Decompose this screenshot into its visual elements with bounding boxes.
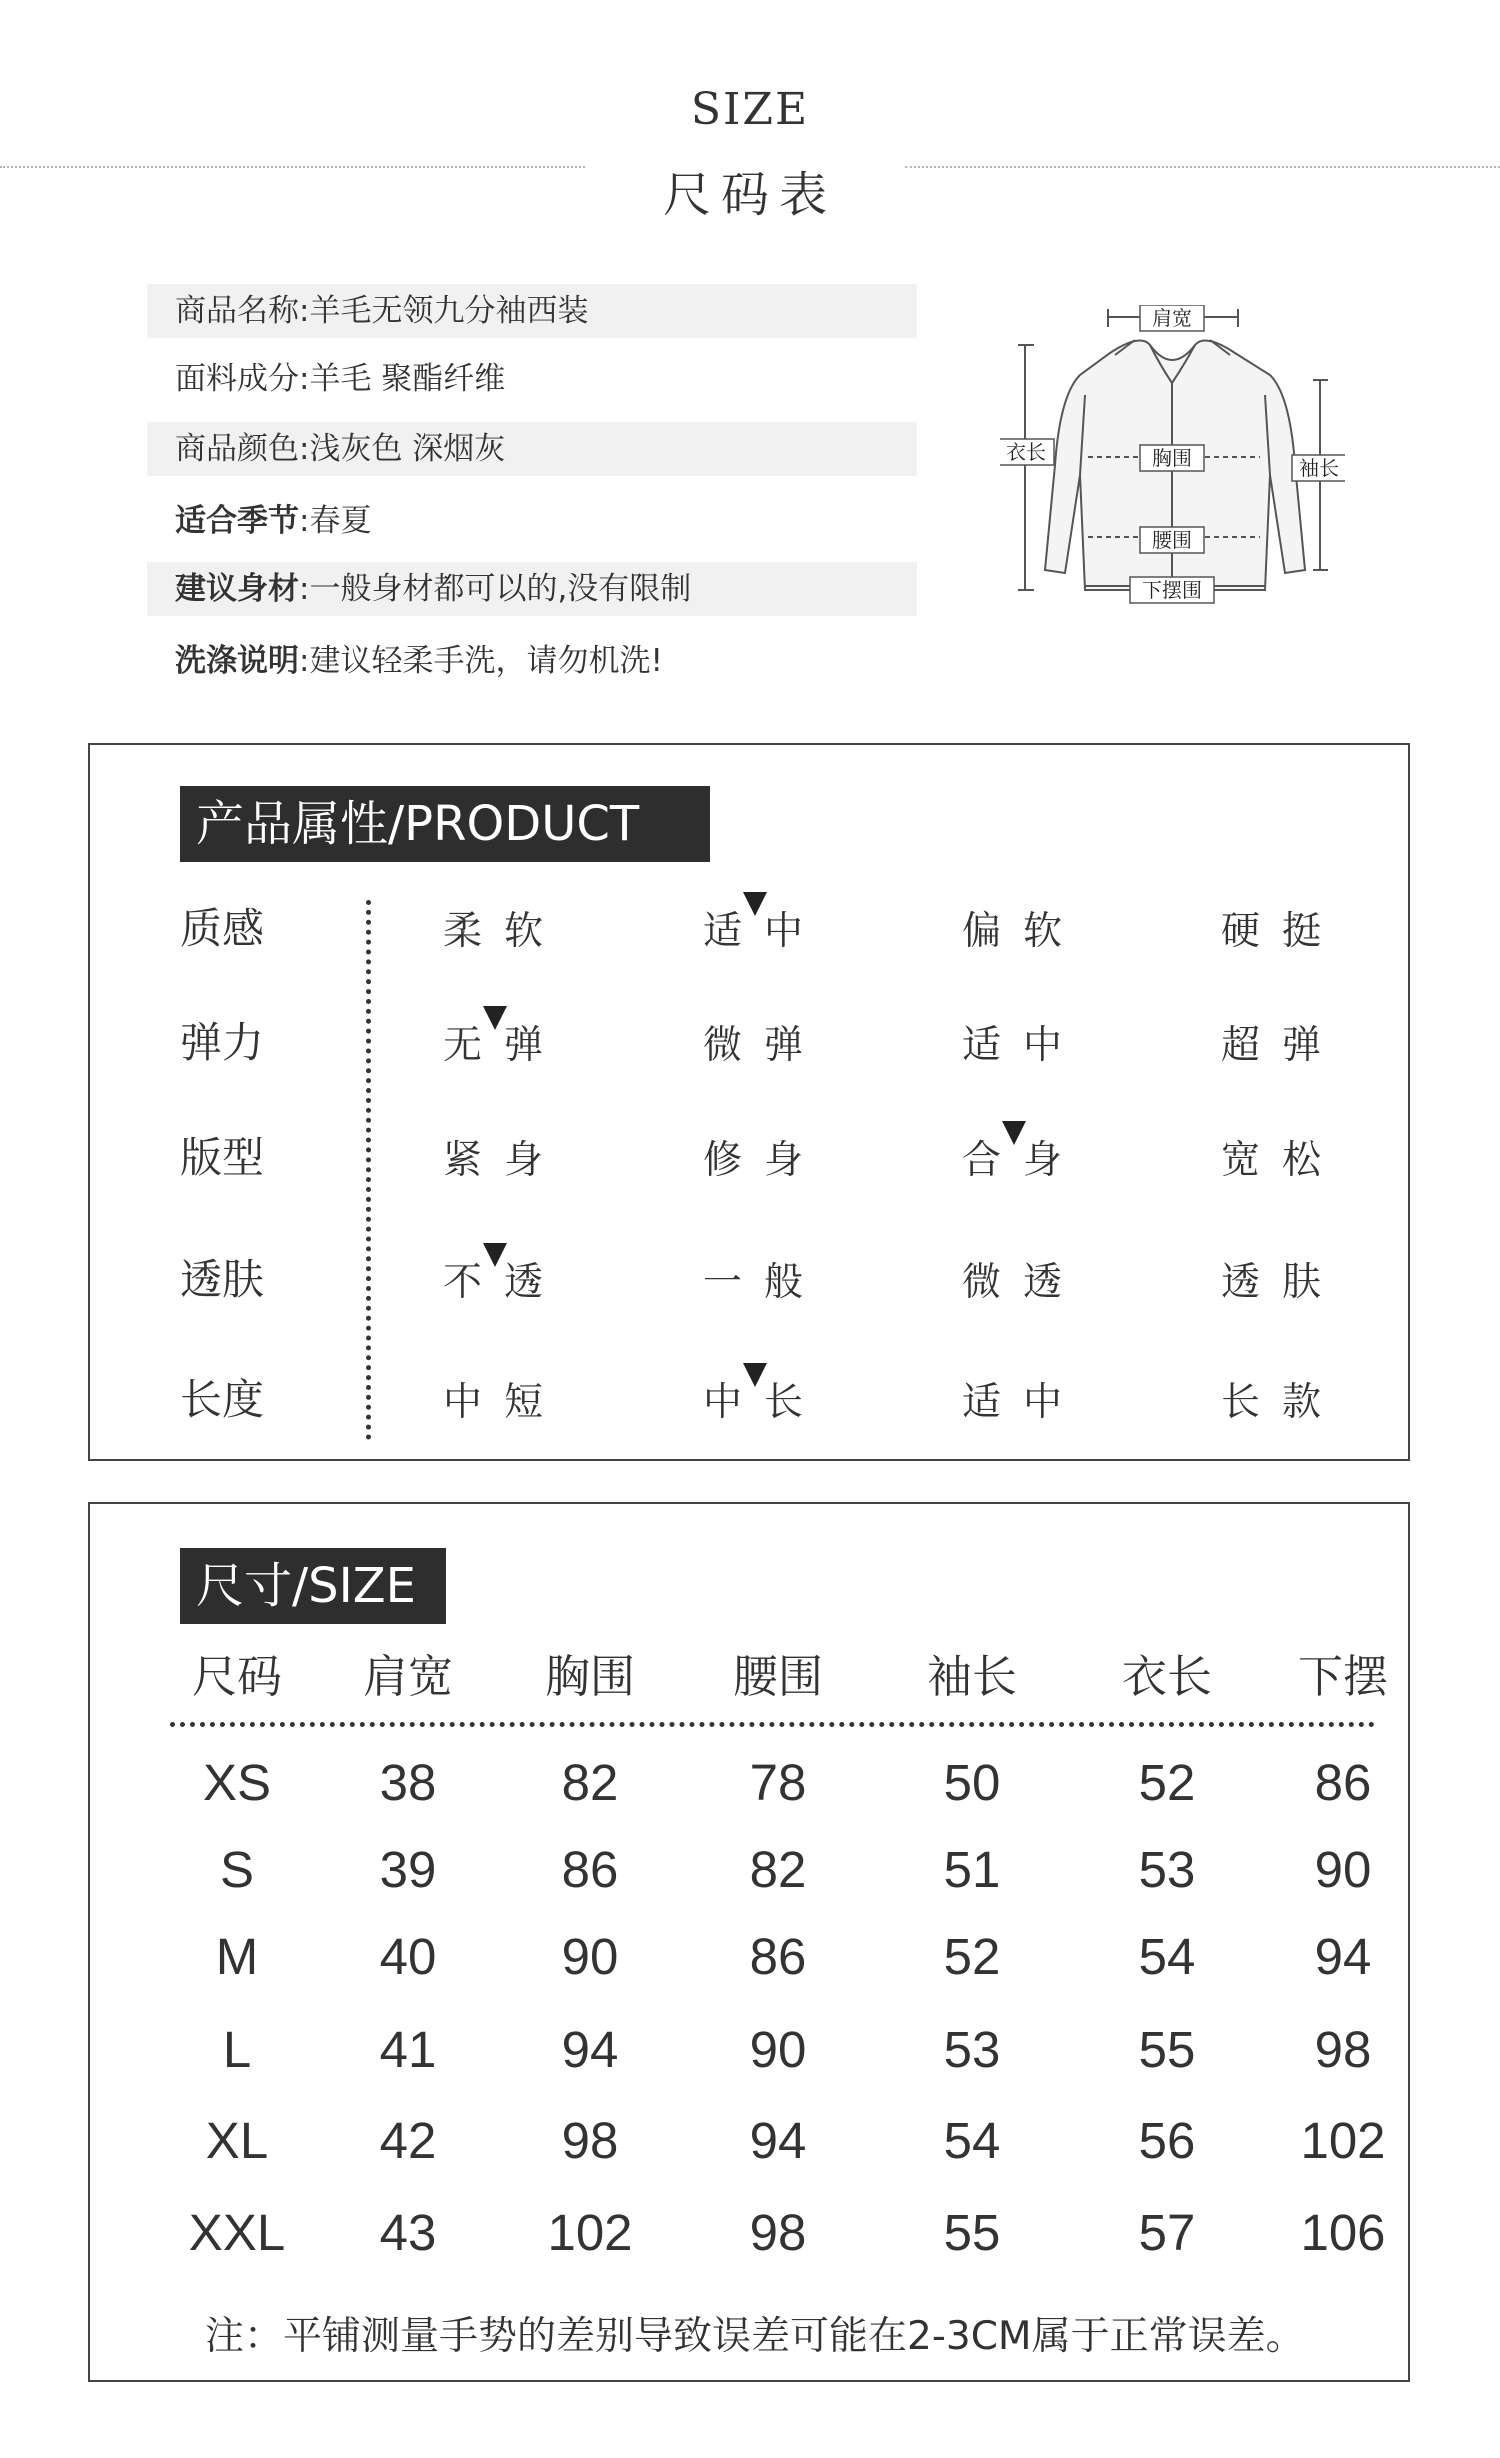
info-value: 羊毛 聚酯纤维: [309, 361, 506, 397]
selected-marker-icon: [1002, 1121, 1026, 1145]
table-cell: 102: [1300, 2112, 1386, 2169]
table-cell: XXL: [188, 2204, 286, 2261]
header-title-cn: 尺码表: [662, 167, 837, 223]
info-row: [147, 494, 917, 548]
attribute-label: 版型: [180, 1133, 265, 1182]
info-label: 建议身材: [175, 571, 299, 607]
table-cell: 39: [379, 1841, 437, 1898]
table-header-cell: 胸围: [544, 1650, 635, 1703]
selected-marker-icon: [743, 1363, 767, 1387]
table-header-cell: 肩宽: [362, 1650, 453, 1703]
table-cell: XL: [205, 2112, 269, 2169]
selected-marker-icon: [483, 1243, 507, 1267]
table-cell: 94: [749, 2112, 807, 2169]
selected-marker-icon: [483, 1006, 507, 1030]
table-cell: 52: [1138, 1754, 1196, 1811]
table-cell: 98: [1314, 2021, 1372, 2078]
table-header-cell: 衣长: [1121, 1650, 1212, 1703]
table-cell: 90: [749, 2021, 807, 2078]
attribute-option: 超弹: [1221, 1023, 1344, 1068]
table-cell: L: [222, 2021, 252, 2078]
attribute-option: 偏软: [962, 909, 1085, 954]
size-table-divider: [170, 1722, 1375, 1727]
info-label: 商品名称:: [175, 293, 310, 329]
table-cell: 43: [379, 2204, 437, 2261]
attribute-label: 质感: [180, 904, 265, 953]
table-header-cell: 尺码: [191, 1650, 282, 1703]
attribute-option: 柔软: [443, 909, 566, 954]
table-cell: 53: [943, 2021, 1001, 2078]
info-row: [147, 634, 917, 688]
table-cell: 82: [749, 1841, 807, 1898]
info-label: 适合季节: [175, 503, 299, 539]
attribute-option: 适中: [962, 1380, 1085, 1425]
info-label: 面料成分:: [175, 361, 310, 397]
attribute-option: 微弹: [703, 1023, 826, 1068]
measurement-note: 注：平铺测量手势的差别导致误差可能在2-3CM属于正常误差。: [205, 2314, 1305, 2359]
table-header-cell: 下摆: [1297, 1650, 1388, 1703]
attribute-option: 微透: [962, 1260, 1085, 1305]
table-cell: 78: [749, 1754, 807, 1811]
table-cell: XS: [202, 1754, 272, 1811]
table-cell: 90: [561, 1928, 619, 1985]
info-value: :一般身材都可以的,没有限制: [299, 571, 692, 607]
table-cell: 82: [561, 1754, 619, 1811]
table-cell: 53: [1138, 1841, 1196, 1898]
product-attributes-tag: 产品属性/PRODUCT: [180, 786, 710, 862]
attribute-option: 中长: [703, 1380, 826, 1425]
info-row: [147, 352, 917, 406]
table-cell: 54: [1138, 1928, 1196, 1985]
attribute-option: 紧身: [443, 1138, 566, 1183]
table-cell: 41: [379, 2021, 437, 2078]
table-header-cell: 腰围: [732, 1650, 823, 1703]
attribute-option: 不透: [443, 1260, 566, 1305]
info-label: 商品颜色:: [175, 431, 310, 467]
table-cell: 40: [379, 1928, 437, 1985]
table-cell: 90: [1314, 1841, 1372, 1898]
table-cell: 106: [1300, 2204, 1386, 2261]
info-value: 浅灰色 深烟灰: [309, 431, 506, 467]
table-cell: 38: [379, 1754, 437, 1811]
table-cell: M: [215, 1928, 259, 1985]
table-cell: 98: [561, 2112, 619, 2169]
attribute-option: 硬挺: [1221, 909, 1344, 954]
table-header-cell: 袖长: [926, 1650, 1017, 1703]
size-table-tag: 尺寸/SIZE: [180, 1548, 446, 1624]
label-shoulder: 肩宽: [1152, 306, 1192, 330]
info-label: 洗涤说明: [175, 643, 299, 679]
info-value: :春夏: [299, 503, 372, 539]
attribute-label: 长度: [180, 1375, 265, 1424]
table-cell: S: [219, 1841, 255, 1898]
table-cell: 42: [379, 2112, 437, 2169]
table-cell: 50: [943, 1754, 1001, 1811]
header-title-en: SIZE: [690, 84, 810, 135]
table-cell: 55: [1138, 2021, 1196, 2078]
attribute-option: 中短: [443, 1380, 566, 1425]
label-length: 衣长: [1006, 440, 1046, 464]
table-cell: 55: [943, 2204, 1001, 2261]
table-cell: 51: [943, 1841, 1001, 1898]
table-cell: 86: [561, 1841, 619, 1898]
table-cell: 57: [1138, 2204, 1196, 2261]
attribute-option: 适中: [962, 1023, 1085, 1068]
attribute-label: 透肤: [180, 1255, 265, 1304]
table-cell: 54: [943, 2112, 1001, 2169]
table-cell: 52: [943, 1928, 1001, 1985]
attribute-option: 长款: [1221, 1380, 1344, 1425]
table-cell: 86: [749, 1928, 807, 1985]
attribute-option: 修身: [703, 1138, 826, 1183]
table-cell: 98: [749, 2204, 807, 2261]
attribute-option: 无弹: [443, 1023, 566, 1068]
attribute-label: 弹力: [180, 1018, 265, 1067]
label-waist: 腰围: [1152, 528, 1192, 552]
info-value: 羊毛无领九分袖西装: [309, 293, 589, 329]
attribute-option: 一般: [703, 1260, 826, 1305]
attribute-option: 合身: [962, 1138, 1085, 1183]
selected-marker-icon: [743, 892, 767, 916]
info-row: [147, 284, 917, 338]
info-value: :建议轻柔手洗，请勿机洗!: [299, 643, 663, 679]
attribute-option: 适中: [703, 909, 826, 954]
info-row: [147, 422, 917, 476]
table-cell: 94: [1314, 1928, 1372, 1985]
table-cell: 94: [561, 2021, 619, 2078]
garment-measurement-figure: [1000, 305, 1345, 620]
table-cell: 102: [547, 2204, 633, 2261]
info-row: [147, 562, 917, 616]
attribute-option: 宽松: [1221, 1138, 1344, 1183]
label-chest: 胸围: [1152, 446, 1192, 470]
label-hem: 下摆围: [1142, 578, 1202, 602]
label-sleeve: 袖长: [1299, 456, 1339, 480]
table-cell: 86: [1314, 1754, 1372, 1811]
attribute-option: 透肤: [1221, 1260, 1344, 1305]
table-cell: 56: [1138, 2112, 1196, 2169]
